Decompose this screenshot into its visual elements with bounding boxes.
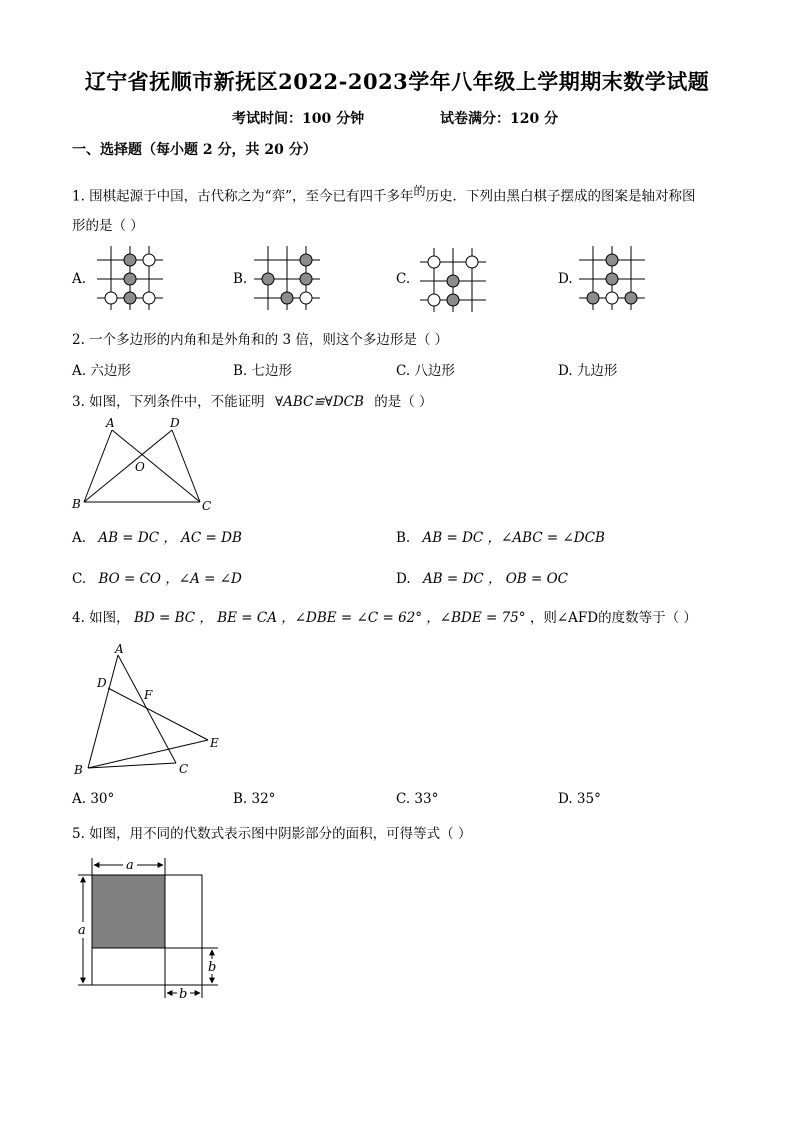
white-stone (428, 294, 440, 306)
question-1-text-b: 历史．下列由黑白棋子摆成的图案是轴对称图 (425, 188, 696, 205)
label-a: A (115, 642, 124, 656)
question-4-option-d: D. 35° (558, 791, 601, 807)
black-stone (124, 254, 136, 266)
label-c: C (179, 762, 189, 776)
question-3-text-b: 的是（ ） (374, 394, 433, 410)
label-d: D (97, 676, 107, 690)
question-3-option-a (72, 526, 242, 546)
label-b: B (74, 763, 83, 777)
option-letter: A. (72, 530, 87, 546)
black-stone (606, 273, 618, 285)
label-f: F (144, 688, 153, 702)
full-score: 试卷满分：120 分 (440, 111, 559, 127)
question-1-line-2: 形的是（ ） (72, 218, 144, 234)
question-3-text (72, 390, 433, 410)
label-a-top: a (126, 858, 134, 873)
question-4-option-b: B. 32° (233, 791, 276, 807)
question-1-option-a-label: A. (72, 271, 87, 287)
label-b: B (72, 497, 81, 511)
label-o: O (135, 460, 145, 474)
question-3-figure (60, 410, 240, 520)
black-stone (300, 254, 312, 266)
question-2-option-b: B. 七边形 (233, 363, 293, 379)
shaded-square (92, 875, 165, 948)
black-stone (300, 273, 312, 285)
question-2-option-a: A. 六边形 (72, 363, 131, 379)
question-4-conditions: BD = BC ， BE = CA ，∠DBE = ∠C = 62° ，∠BDE = 75° (133, 610, 526, 626)
black-stone (447, 294, 459, 306)
question-4-text (72, 606, 697, 626)
white-stone (143, 292, 155, 304)
question-3-congruence: ∀ABC≌∀DCB (274, 394, 364, 410)
option-letter: C. (72, 571, 87, 587)
question-4-option-a: A. 30° (72, 791, 115, 807)
question-1-superscript: 的 (413, 184, 426, 198)
white-stone (466, 256, 478, 268)
go-board-figures (0, 0, 794, 340)
label-e: E (210, 736, 219, 750)
label-b-right: b (208, 960, 217, 975)
white-stone (300, 292, 312, 304)
option-math: BO = CO ，∠A = ∠D (98, 571, 242, 587)
question-2-option-d: D. 九边形 (558, 363, 618, 379)
white-stone (428, 256, 440, 268)
black-stone (262, 273, 274, 285)
page-title: 辽宁省抚顺市新抚区2022-2023学年八年级上学期期末数学试题 (84, 69, 710, 94)
exam-time: 考试时间：100 分钟 (232, 111, 365, 127)
question-1-option-d-label: D. (558, 271, 573, 287)
option-letter: D. (396, 571, 411, 587)
question-3-text-a: 3. 如图，下列条件中，不能证明 (72, 394, 265, 410)
label-a-left: a (78, 923, 86, 938)
question-4-text-b: ，则∠AFD的度数等于（ ） (529, 610, 697, 626)
question-2-text: 2. 一个多边形的内角和是外角和的 3 倍，则这个多边形是（ ） (72, 332, 449, 348)
question-4-text-a: 4. 如图， (72, 610, 130, 626)
white-stone (606, 292, 618, 304)
black-stone (587, 292, 599, 304)
label-d: D (170, 416, 180, 430)
option-letter: B. (396, 530, 411, 546)
question-5-figure (70, 852, 230, 1002)
option-math: AB = DC ， OB = OC (422, 571, 569, 587)
black-stone (124, 273, 136, 285)
label-b-bottom: b (179, 987, 188, 1002)
option-math: AB = DC ，∠ABC = ∠DCB (422, 530, 605, 546)
question-1-option-c-label: C. (396, 271, 411, 287)
label-a: A (106, 416, 115, 430)
question-3-option-b (396, 526, 605, 546)
option-math: AB = DC ， AC = DB (98, 530, 242, 546)
question-3-option-c (72, 567, 242, 587)
black-stone (124, 292, 136, 304)
black-stone (625, 292, 637, 304)
white-stone (105, 292, 117, 304)
question-3-option-d (396, 567, 568, 587)
question-1-option-b-label: B. (233, 271, 248, 287)
question-1-text-a: 1. 围棋起源于中国，古代称之为“弈”，至今已有四千多年 (72, 188, 414, 205)
question-4-option-c: C. 33° (396, 791, 439, 807)
section-heading: 一、选择题（每小题 2 分，共 20 分） (72, 142, 317, 158)
black-stone (606, 254, 618, 266)
question-5-text: 5. 如图，用不同的代数式表示图中阴影部分的面积，可得等式（ ） (72, 826, 472, 842)
black-stone (447, 275, 459, 287)
question-4-figure (60, 640, 240, 785)
question-2-option-c: C. 八边形 (396, 363, 455, 379)
label-c: C (202, 499, 212, 513)
white-stone (143, 254, 155, 266)
black-stone (281, 292, 293, 304)
